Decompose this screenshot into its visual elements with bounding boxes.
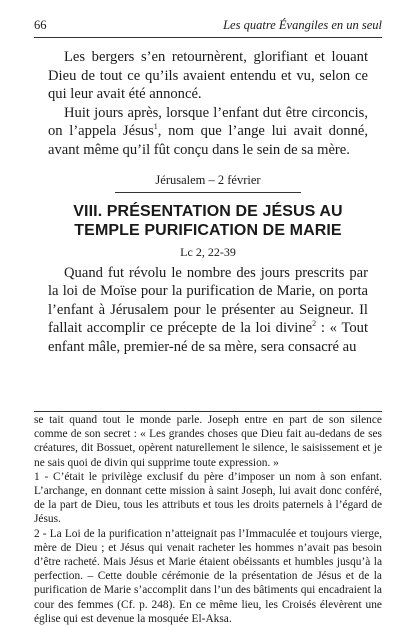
paragraph-shepherds: Les bergers s’en retournèrent, glorifiant et louant Dieu de tout ce qu’ils avaient entendu et vu, selon ce qui leur avait été annoncé. xyxy=(48,49,368,103)
page-number: 66 xyxy=(34,18,47,32)
footnote-2: 2 - La Loi de la purification n’atteignait pas l’Immaculée et toujours vierge, mère de Dieu ; et Jésus qui venait racheter les hommes n’avait pas besoin d’être racheté. Mais Jésus et Marie étaient obéissants et humbles jusqu’à la perfection. – Cette double cérémonie de la présentation de Jésus et de la purification de Marie s’accomplit dans l’un des bâtiments qui encadraient la cour des femmes (Cf. p. 248). En ce même lieu, les Croisés élevèrent une église qui est devenue la mosquée El-Aksa. xyxy=(34,527,382,625)
paragraph-circumcision xyxy=(48,104,368,160)
date-rule xyxy=(115,192,301,193)
section-title: VIII. PRÉSENTATION DE JÉSUS AU TEMPLE PURIFICATION DE MARIE xyxy=(73,202,343,239)
paragraph-text: Huit jours après, lorsque l’enfant dut être circoncis, on l’appela Jésus xyxy=(48,104,368,140)
paragraph-text: , nom que l’ange lui avait donné, avant même qu’il fût conçu dans le sein de sa mère. xyxy=(48,123,368,158)
footnote-rule xyxy=(34,411,382,412)
date-line: Jérusalem – 2 février xyxy=(155,172,261,187)
paragraph-presentation xyxy=(48,264,368,357)
paragraph-text: Quand fut révolu le nombre des jours prescrits par la loi de Moïse pour la purification de Marie, on porta l’enfant à Jérusalem pour le présenter au Seigneur. Il fallait accomplir ce précepte de la loi divine xyxy=(48,264,368,337)
footnote-1: 1 - C’était le privilège exclusif du père d’imposer un nom à son enfant. L’archange, en donnant cette mission à saint Joseph, lui avait donc conféré, de la part de Dieu, tous les attributs et tous les droits paternels à l’égard de Jésus. xyxy=(34,470,382,526)
scripture-reference: Lc 2, 22-39 xyxy=(180,244,236,259)
footnotes xyxy=(34,413,382,626)
paragraph-text: : « Tout enfant mâle, premier-né de sa mère, sera consacré au xyxy=(48,320,368,355)
footnote-ref-2[interactable]: 2 xyxy=(312,319,317,329)
footnote-ref-1[interactable]: 1 xyxy=(153,122,158,132)
header-rule xyxy=(34,37,382,38)
running-title: Les quatre Évangiles en un seul xyxy=(223,18,382,32)
footnote-continuation: se tait quand tout le monde parle. Joseph entre en part de son silence comme de son secret : « Les grandes choses que Dieu fait au-dedans de ses créatures, dit Bossuet, opèrent naturellement le silence, le saisissement et je ne sais quoi de divin qui supprime toute expression. » xyxy=(34,414,382,469)
main-text xyxy=(48,48,368,357)
running-header xyxy=(34,18,382,34)
